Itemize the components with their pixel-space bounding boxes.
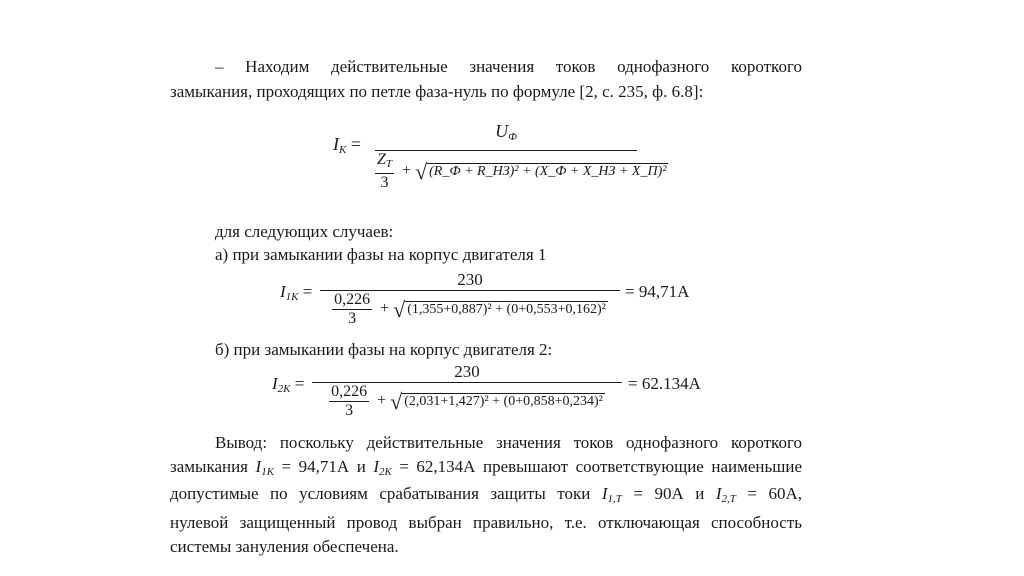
case-b-small-den: 3 bbox=[345, 402, 354, 419]
case-b-formula: $I_{2К}$ = 230 $\frac{0,226}{3}$ + √ (2,031+1,427)² + (0+0,858+0,234)² = 62.134А bbox=[272, 362, 701, 419]
case-b-eq: = bbox=[294, 374, 305, 393]
case-b-lhs: I bbox=[272, 374, 278, 393]
case-b-radicand: (2,031+1,427)² + (0+0,858+0,234)² bbox=[404, 393, 603, 409]
conclusion-i2t: I bbox=[715, 484, 722, 503]
conclusion-line-5: системы зануления обеспечена. bbox=[170, 537, 399, 556]
conclusion-line2-start: замыкания bbox=[170, 457, 256, 476]
conclusion-i1k-val: = 94,71А и bbox=[274, 457, 374, 476]
intro-line-1: – Находим действительные значения токов однофазного короткого bbox=[215, 57, 802, 76]
formula-numerator-sub: Ф bbox=[508, 131, 517, 143]
case-b-label: б) при замыкании фазы на корпус двигателя 2: bbox=[215, 340, 553, 359]
formula-lhs-sub: К bbox=[339, 144, 347, 156]
conclusion-i2k-val: = 62,134А превышают соответствующие наименьшие bbox=[391, 457, 802, 476]
conclusion-i1t: I bbox=[601, 484, 608, 503]
case-a-lhs: I bbox=[280, 282, 286, 301]
conclusion-line3-start: допустимые по условиям срабатывания защиты токи bbox=[170, 484, 602, 503]
case-b-result: = 62.134А bbox=[628, 374, 701, 393]
formula-small-num-sub: Т bbox=[385, 158, 393, 170]
conclusion-i1t-val: = 90А и bbox=[621, 484, 716, 503]
conclusion-line-3 bbox=[170, 484, 802, 509]
case-b-small-num: 0,226 bbox=[331, 383, 368, 400]
case-a-numerator: 230 bbox=[457, 270, 483, 289]
case-a-small-num: 0,226 bbox=[334, 291, 371, 308]
formula-numerator: U bbox=[495, 121, 509, 141]
conclusion-i2k-sub: 2К bbox=[378, 466, 392, 478]
conclusion-line-4: нулевой защищенный провод выбран правильно, т.е. отключающая способность bbox=[170, 513, 802, 532]
conclusion-i2k: I bbox=[373, 457, 379, 476]
conclusion-i1t-sub: 1,Т bbox=[607, 493, 622, 505]
case-a-label: а) при замыкании фазы на корпус двигателя 1 bbox=[215, 245, 547, 264]
formula-radicand: (R_Ф + R_НЗ)² + (X_Ф + X_НЗ + X_П)² bbox=[429, 163, 667, 179]
case-a-small-den: 3 bbox=[348, 310, 357, 327]
case-b-lhs-sub: 2К bbox=[277, 383, 291, 395]
cases-heading: для следующих случаев: bbox=[215, 222, 394, 241]
formula-lhs: I bbox=[333, 134, 339, 154]
case-a-result: = 94,71А bbox=[625, 282, 690, 301]
conclusion-i1k: I bbox=[255, 457, 262, 476]
conclusion-line-2 bbox=[170, 457, 802, 482]
case-a-eq: = bbox=[302, 282, 313, 301]
intro-line-2: замыкания, проходящих по петле фаза-нуль по формуле [2, с. 235, ф. 6.8]: bbox=[170, 82, 704, 101]
formula-small-den: 3 bbox=[380, 174, 389, 191]
conclusion-i2t-sub: 2,Т bbox=[721, 493, 736, 505]
case-a-formula: $I_{1К}$ = 230 $\frac{0,226}{3}$ + √ (1,355+0,887)² + (0+0,553+0,162)² = 94,71А bbox=[280, 270, 690, 327]
formula-small-num: Z bbox=[377, 151, 386, 168]
case-a-lhs-sub: 1К bbox=[285, 291, 299, 303]
conclusion-i2t-val: = 60А, bbox=[735, 484, 802, 503]
conclusion-i1k-sub: 1К bbox=[261, 466, 275, 478]
case-a-radicand: (1,355+0,887)² + (0+0,553+0,162)² bbox=[407, 301, 606, 317]
case-b-numerator: 230 bbox=[454, 362, 480, 381]
formula-eq: = bbox=[350, 134, 361, 154]
formula-general: $I_К$ = $U_Ф$ $\frac{Z_Т}{3}$ + √ (R_Ф + R_НЗ)² + (X_Ф + X_НЗ + X_П)² bbox=[333, 121, 667, 191]
conclusion-line-1: Вывод: поскольку действительные значения токов однофазного короткого bbox=[215, 433, 802, 452]
